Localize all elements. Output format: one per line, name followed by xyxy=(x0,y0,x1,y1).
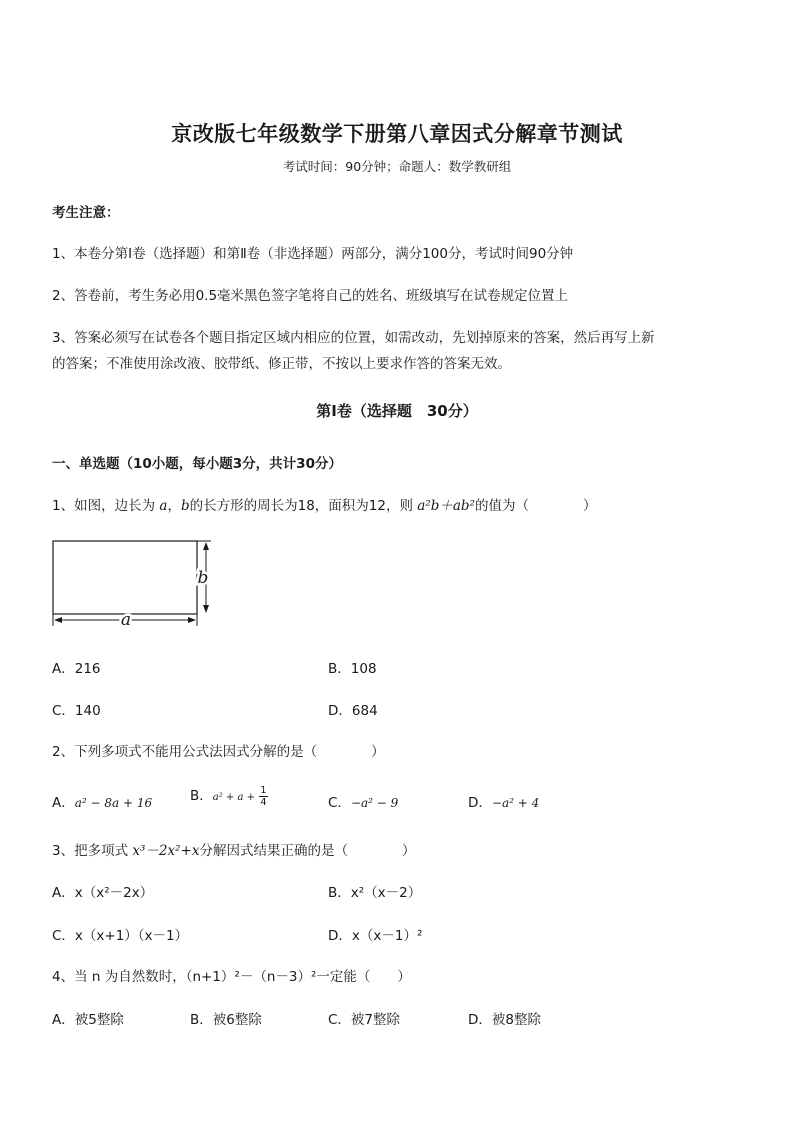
q4-option-c[interactable]: C．被7整除 xyxy=(328,1012,401,1028)
q2-option-d[interactable] xyxy=(468,791,539,811)
q4-option-b[interactable]: B．被6整除 xyxy=(190,1012,262,1028)
q1-var-b: b xyxy=(180,498,190,514)
part-heading: 一、单选题（10小题，每小题3分，共计30分） xyxy=(52,456,342,472)
rectangle-figure xyxy=(46,534,222,632)
q4-option-a[interactable]: A．被5整除 xyxy=(52,1012,124,1028)
q2-c-label: C． xyxy=(328,795,351,811)
q2-b-label: B． xyxy=(190,788,213,804)
q3-text-a: 3、把多项式 xyxy=(52,843,129,859)
q2-a-expression: a² − 8a + 16 xyxy=(74,796,153,810)
q2-option-b[interactable] xyxy=(190,784,268,808)
q3-option-c[interactable]: C．x（x+1）（x－1） xyxy=(52,928,189,944)
q1-text-c: 的值为（ ） xyxy=(474,498,597,514)
q2-b-fraction xyxy=(259,785,267,808)
q1-text-b: 的长方形的周长为18，面积为12，则 xyxy=(189,498,413,514)
question-3-stem xyxy=(52,839,415,859)
notice-item-1: 1、本卷分第Ⅰ卷（选择题）和第Ⅱ卷（非选择题）两部分，满分100分，考试时间90分钟 xyxy=(52,246,574,262)
figure-label-b: b xyxy=(197,568,209,588)
q2-option-a[interactable] xyxy=(52,791,152,811)
exam-info: 考试时间：90分钟；命题人：数学教研组 xyxy=(282,159,512,174)
q1-expression: a²b＋ab² xyxy=(417,498,475,514)
q1-option-d[interactable]: D．684 xyxy=(328,703,378,719)
page-title: 京改版七年级数学下册第八章因式分解章节测试 xyxy=(171,121,623,146)
arrow-right-icon xyxy=(188,617,196,623)
q3-option-d[interactable]: D．x（x－1）² xyxy=(328,928,423,944)
fraction-denominator: 4 xyxy=(260,796,267,808)
arrow-down-icon xyxy=(203,605,209,613)
q1-option-a[interactable]: A．216 xyxy=(52,661,101,677)
q3-text-b: 分解因式结果正确的是（ ） xyxy=(199,843,416,859)
q2-a-label: A． xyxy=(52,795,75,811)
q1-sep: ， xyxy=(167,498,181,514)
rectangle-shape xyxy=(53,541,197,614)
q2-d-expression: −a² + 4 xyxy=(491,796,540,810)
q3-option-b[interactable]: B．x²（x－2） xyxy=(328,885,422,901)
notice-heading: 考生注意： xyxy=(52,205,120,221)
q2-option-c[interactable] xyxy=(328,791,398,811)
section-title: 第Ⅰ卷（选择题 30分） xyxy=(316,402,478,420)
q4-option-d[interactable]: D．被8整除 xyxy=(468,1012,541,1028)
q2-d-label: D． xyxy=(468,795,492,811)
figure-label-a: a xyxy=(120,610,132,630)
q1-var-a: a xyxy=(159,498,168,514)
q2-c-expression: −a² − 9 xyxy=(350,796,399,810)
q1-text-a: 1、如图，边长为 xyxy=(52,498,156,514)
question-4-stem: 4、当 n 为自然数时，（n+1）²－（n－3）²一定能（ ） xyxy=(52,969,411,985)
q3-expression: x³－2x²+x xyxy=(132,843,200,859)
q1-option-c[interactable]: C．140 xyxy=(52,703,101,719)
notice-item-2: 2、答卷前，考生务必用0.5毫米黑色签字笔将自己的姓名、班级填写在试卷规定位置上 xyxy=(52,288,569,304)
fraction-numerator: 1 xyxy=(260,784,267,796)
arrow-up-icon xyxy=(203,542,209,550)
arrow-left-icon xyxy=(54,617,62,623)
q2-b-expression: a² + a + xyxy=(212,792,255,803)
question-2-stem: 2、下列多项式不能用公式法因式分解的是（ ） xyxy=(52,744,385,760)
notice-item-3-line2: 的答案；不准使用涂改液、胶带纸、修正带，不按以上要求作答的答案无效。 xyxy=(52,356,511,372)
notice-item-3-line1: 3、答案必须写在试卷各个题目指定区域内相应的位置，如需改动，先划掉原来的答案，然后再写上新 xyxy=(52,330,655,346)
q3-option-a[interactable]: A．x（x²－2x） xyxy=(52,885,154,901)
question-1-stem xyxy=(52,494,596,514)
q1-option-b[interactable]: B．108 xyxy=(328,661,377,677)
